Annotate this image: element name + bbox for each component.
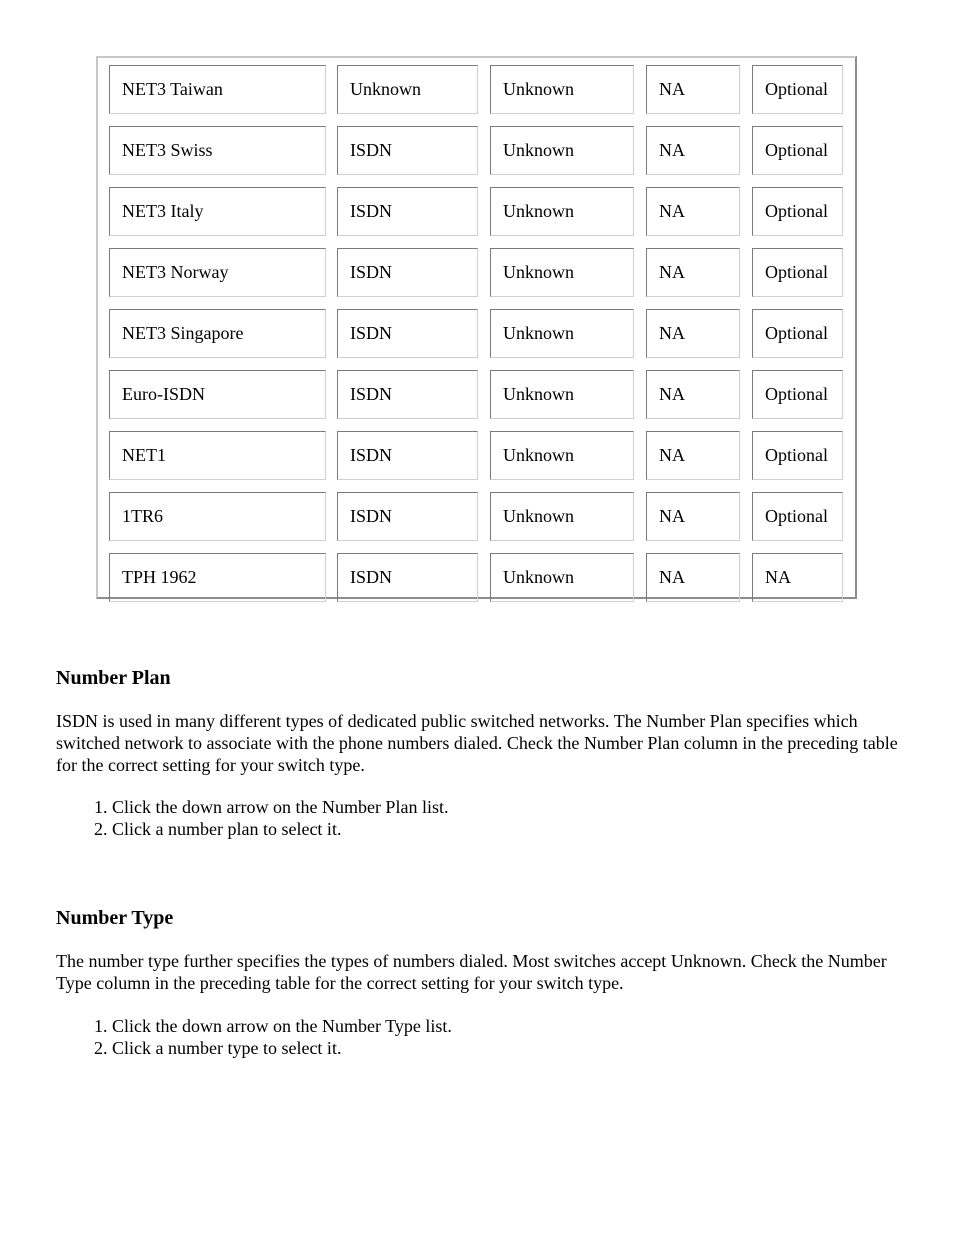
table-row [109,431,843,480]
table-cell-gap [634,248,646,297]
table-cell-gap [478,370,490,419]
table-cell-gap [478,492,490,541]
table-spacer-cell [109,358,843,370]
table-cell-gap [326,187,337,236]
table-cell: NA [752,553,843,602]
table-row-spacer [109,480,843,492]
table-spacer-cell [109,236,843,248]
table-cell-gap [634,65,646,114]
table-cell: NA [646,65,740,114]
table-cell: NET3 Taiwan [109,65,326,114]
table-row-spacer [109,419,843,431]
table-row-spacer [109,541,843,553]
table-cell-gap [326,65,337,114]
number-type-step: 2. Click a number type to select it. [112,1037,452,1059]
table-cell-gap [478,553,490,602]
table-cell-gap [478,65,490,114]
table-cell-gap [478,309,490,358]
table-cell-gap [740,248,752,297]
table-cell-gap [478,187,490,236]
table-cell: Unknown [490,309,634,358]
table-cell: ISDN [337,309,478,358]
table-cell-gap [326,126,337,175]
table-spacer-cell [109,175,843,187]
table-cell: NA [646,492,740,541]
table-cell: Optional [752,370,843,419]
table-cell: NA [646,309,740,358]
number-plan-step: 2. Click a number plan to select it. [112,818,448,840]
table-cell: NA [646,187,740,236]
table-cell-gap [326,248,337,297]
table-row [109,187,843,236]
table-cell-gap [326,553,337,602]
table-spacer-cell [109,114,843,126]
table-cell: Unknown [490,248,634,297]
table-cell-gap [740,65,752,114]
table-spacer-cell [109,297,843,309]
table-cell: Unknown [490,553,634,602]
table-cell: Optional [752,248,843,297]
table-cell: NA [646,248,740,297]
table-cell-gap [740,187,752,236]
table-cell: NET3 Singapore [109,309,326,358]
table-cell: Unknown [490,431,634,480]
switch-type-table-body [109,65,843,602]
table-row-spacer [109,297,843,309]
table-cell: Optional [752,126,843,175]
table-cell-gap [740,553,752,602]
table-cell-gap [740,126,752,175]
number-type-paragraph: The number type further specifies the types of numbers dialed. Most switches accept Unknown. Check the Number Type column in the preceding table for the correct setting for your switch type. [56,951,887,993]
table-cell-gap [634,126,646,175]
table-cell: 1TR6 [109,492,326,541]
table-cell: Euro-ISDN [109,370,326,419]
table-cell-gap [326,492,337,541]
table-cell: Unknown [490,65,634,114]
number-type-heading: Number Type [56,907,174,929]
table-cell-gap [634,431,646,480]
table-cell: ISDN [337,370,478,419]
table-cell: ISDN [337,553,478,602]
number-plan-paragraph: ISDN is used in many different types of dedicated public switched networks. The Number Plan specifies which switched network to associate with the phone numbers dialed. Check the Number Plan column in the preceding table for the correct setting for your switch type. [56,711,898,775]
table-cell-gap [478,126,490,175]
table-cell-gap [478,248,490,297]
table-cell-gap [634,492,646,541]
number-type-step: 1. Click the down arrow on the Number Type list. [112,1015,452,1037]
table-row-spacer [109,175,843,187]
table-cell: ISDN [337,248,478,297]
table-cell: Unknown [490,492,634,541]
table-cell-gap [634,187,646,236]
table-row [109,65,843,114]
table-cell: NA [646,431,740,480]
table-cell-gap [740,492,752,541]
table-cell: NA [646,553,740,602]
table-cell-gap [634,553,646,602]
table-cell: Optional [752,65,843,114]
number-plan-heading: Number Plan [56,667,171,689]
table-cell: ISDN [337,126,478,175]
table-row [109,553,843,602]
switch-type-table [109,65,843,602]
table-cell: ISDN [337,431,478,480]
table-cell: Optional [752,187,843,236]
table-spacer-cell [109,419,843,431]
table-cell: Unknown [490,126,634,175]
table-row [109,309,843,358]
table-row [109,248,843,297]
table-cell-gap [326,370,337,419]
table-cell: Optional [752,492,843,541]
table-cell: Optional [752,431,843,480]
table-spacer-cell [109,480,843,492]
table-cell: Unknown [337,65,478,114]
table-cell-gap [326,309,337,358]
table-row-spacer [109,114,843,126]
table-cell: TPH 1962 [109,553,326,602]
table-cell-gap [740,309,752,358]
table-cell: Unknown [490,187,634,236]
number-plan-step: 1. Click the down arrow on the Number Plan list. [112,796,448,818]
table-cell-gap [478,431,490,480]
table-row-spacer [109,358,843,370]
table-row [109,370,843,419]
table-row-spacer [109,236,843,248]
table-row [109,126,843,175]
table-cell-gap [740,431,752,480]
table-cell-gap [326,431,337,480]
table-spacer-cell [109,541,843,553]
table-cell-gap [634,370,646,419]
table-cell: NET3 Norway [109,248,326,297]
table-cell: NET3 Swiss [109,126,326,175]
table-cell: Unknown [490,370,634,419]
table-row [109,492,843,541]
table-cell: Optional [752,309,843,358]
table-cell: NA [646,370,740,419]
table-cell: NET1 [109,431,326,480]
table-cell: ISDN [337,187,478,236]
table-cell: NA [646,126,740,175]
switch-type-table-frame [96,56,857,599]
number-type-steps [56,1015,452,1059]
table-cell: ISDN [337,492,478,541]
table-cell-gap [740,370,752,419]
number-plan-steps [56,796,448,840]
table-cell: NET3 Italy [109,187,326,236]
table-cell-gap [634,309,646,358]
